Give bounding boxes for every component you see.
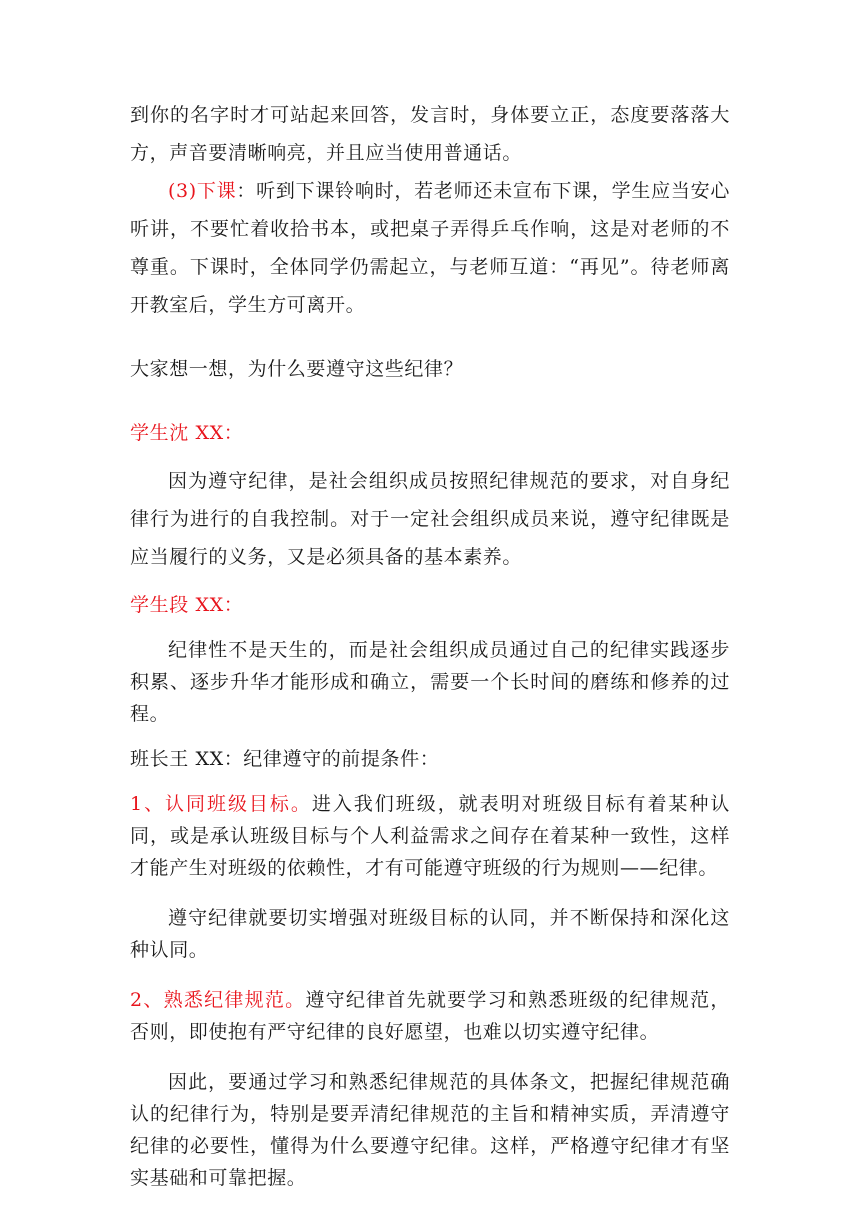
speaker-wang xyxy=(130,740,730,778)
paragraph-text: 遵守纪律就要切实增强对班级目标的认同，并不断保持和深化这种认同。 xyxy=(130,907,730,961)
speaker-duan xyxy=(130,586,730,624)
document-page xyxy=(130,96,730,1194)
paragraph-answer-rules xyxy=(130,96,730,172)
dismissal-label: (3)下课 xyxy=(168,180,237,202)
speaker-label: 学生沈 XX： xyxy=(130,422,244,444)
speaker-shen xyxy=(130,414,730,452)
paragraph-text: 因为遵守纪律，是社会组织成员按照纪律规范的要求，对自身纪律行为进行的自我控制。对于一定社会组织成员来说，遵守纪律既是应当履行的义务，又是必须具备的基本素养。 xyxy=(130,470,730,568)
question-text: 大家想一想，为什么要遵守这些纪律？ xyxy=(130,358,464,380)
speaker-label: 学生段 XX： xyxy=(130,594,244,616)
paragraph-text: 纪律性不是天生的，而是社会组织成员通过自己的纪律实践逐步积累、逐步升华才能形成和确立，需要一个长时间的磨练和修养的过程。 xyxy=(130,639,730,725)
paragraph-shen-answer xyxy=(130,462,730,576)
question-line xyxy=(130,350,730,388)
paragraph-text: 因此，要通过学习和熟悉纪律规范的具体条文，把握纪律规范确认的纪律行为，特别是要弄清纪律规范的主旨和精神实质，弄清遵守纪律的必要性，懂得为什么要遵守纪律。这样，严格遵守纪律才有坚实基础和可靠把握。 xyxy=(130,1071,730,1189)
speaker-label: 班长王 XX：纪律遵守的前提条件： xyxy=(130,748,440,770)
paragraph-text: ：听到下课铃响时，若老师还未宣布下课，学生应当安心听讲，不要忙着收拾书本，或把桌子弄得乒乓作响，这是对老师的不尊重。下课时，全体同学仍需起立，与老师互道：“再见”。待老师离开教室后，学生方可离开。 xyxy=(130,180,730,316)
paragraph-text: 遵守纪律首先就要学习和熟悉班级的纪律规范，否则，即使抱有严守纪律的良好愿望，也难以切实遵守纪律。 xyxy=(130,989,730,1043)
paragraph-condition-1 xyxy=(130,788,730,884)
paragraph-condition-1-detail xyxy=(130,902,730,966)
paragraph-dismissal xyxy=(130,172,730,324)
condition-1-label: 1、认同班级目标。 xyxy=(130,793,312,815)
paragraph-duan-answer xyxy=(130,634,730,730)
paragraph-text: 进入我们班级，就表明对班级目标有着某种认同，或是承认班级目标与个人利益需求之间存在着某种一致性，这样才能产生对班级的依赖性，才有可能遵守班级的行为规则——纪律。 xyxy=(130,793,730,879)
condition-2-label: 2、熟悉纪律规范。 xyxy=(130,989,306,1011)
paragraph-condition-2-detail xyxy=(130,1066,730,1194)
paragraph-text: 到你的名字时才可站起来回答，发言时，身体要立正，态度要落落大方，声音要清晰响亮，并且应当使用普通话。 xyxy=(130,104,730,164)
paragraph-condition-2 xyxy=(130,984,730,1048)
